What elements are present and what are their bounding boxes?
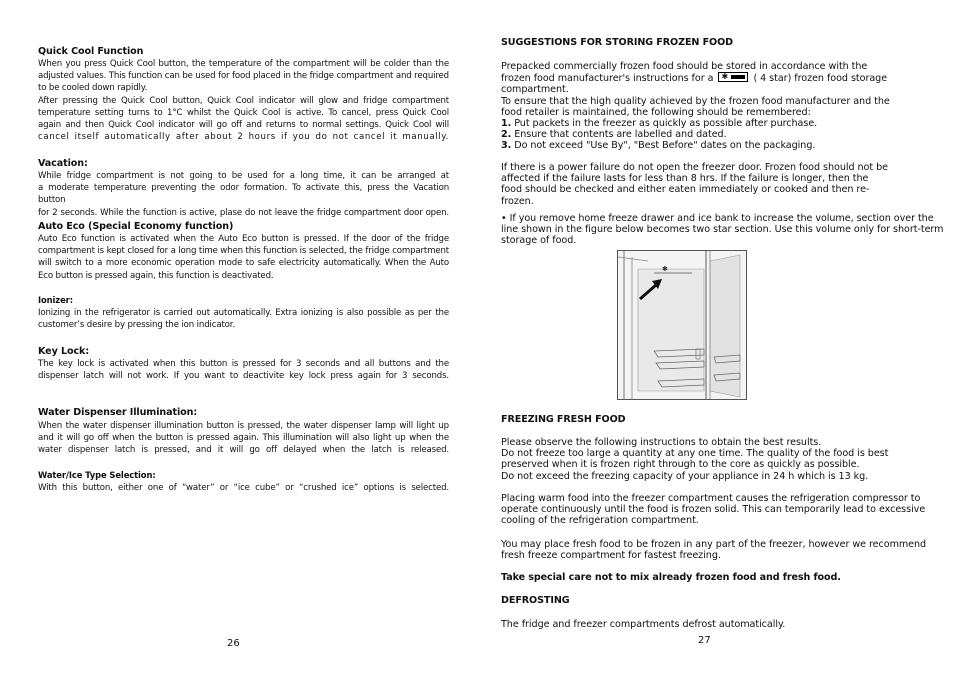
vacation-text: While fridge compartment is not going to be used for a long time, it can be arranged at a moderate temperature preventing the odor formation. To activate this, press the Vacation button for 2 seconds. While the function is active, plase do not leave the fridge compartment door open. [38,171,449,218]
prepacked-text: Prepacked commercially frozen food should be stored in accordance with the frozen food manufacturer's instructions for a ✱ ( 4 star) frozen food storage compartment. To ensure that the high quality achieved by the frozen food manufacturer and the food retailer is maintained, the following should be remembered: 1. Put packets in the freezer as quickly as possible after purchase. 2. Ensure that contents are labelled and dated. 3. Do not exceed "Use By", "Best Before" dates on the packaging. [501,61,931,152]
quick-cool-text: When you press Quick Cool button, the temperature of the compartment will be colder than the adjusted values. This function can be used for food placed in the fridge compartment and required to be cooled down rapidly. After pressing the Quick Cool button, Quick Cool indicator will glow and fridge compartment temperature setting turns to 1°C whilst the Quick Cool is active. To cancel, press Quick Cool again and then Quick Cool indicator will go off and returns to normal settings. Quick Cool will cancel itself automatically after about 2 hours if you do not cancel it manually. [38,59,449,143]
four-star-symbol-icon: ✱ [718,72,748,82]
ionizer-heading: Ionizer: [38,295,73,305]
water-dispenser-text: When the water dispenser illumination button is pressed, the water dispenser lamp will light up and it will go off when the button is pressed again. This illumination will also light up when the water dispenser latch is pressed, and it will go off delayed when the latch is released. [38,421,449,456]
water-ice-heading: Water/Ice Type Selection: [38,470,156,480]
freezing-heading: FREEZING FRESH FOOD [501,414,626,425]
quick-cool-heading: Quick Cool Function [38,46,144,57]
vacation-heading: Vacation: [38,158,88,169]
svg-text:✱: ✱ [662,265,668,273]
fridge-interior-figure [617,250,747,400]
key-lock-text: The key lock is activated when this button is pressed for 3 seconds and all buttons and the dispenser latch will not work. If you want to deactivite key lock press again for 3 seconds. [38,359,449,382]
care-text: Take special care not to mix already frozen food and fresh food. [501,572,841,583]
ionizer-text: Ionizing in the refrigerator is carried out automatically. Extra ionizing is also possible as per the customer’s desire by pressing the ion indicator. [38,308,449,331]
bullet-text: • If you remove home freeze drawer and ice bank to increase the volume, section over the line shown in the figure below becomes two star section. Use this volume only for short-term storage of food. [501,213,944,247]
defrost-text: The fridge and freezer compartments defrost automatically. [501,619,786,630]
observe-text: Please observe the following instructions to obtain the best results. Do not freeze too large a quantity at any one time. The quality of the food is best preserved when it is frozen right through to the core as quickly as possible. Do not exceed the freezing capacity of your appliance in 24 h which is 13 kg. [501,437,889,482]
suggestions-heading: SUGGESTIONS FOR STORING FROZEN FOOD [501,37,734,48]
list-item-1: 1. Put packets in the freezer as quickly as possible after purchase. [501,118,818,130]
water-dispenser-heading: Water Dispenser Illumination: [38,407,198,418]
list-item-3: 3. Do not exceed "Use By", "Best Before" dates on the packaging. [501,140,816,152]
auto-eco-heading: Auto Eco (Special Economy function) [38,221,234,232]
defrosting-heading: DEFROSTING [501,595,570,606]
warm-food-text: Placing warm food into the freezer compartment causes the refrigeration compressor to operate continuously until the food is frozen solid. This can temporarily lead to excessive cooling of the refrigeration compartment. [501,493,926,527]
page-number-right: 27 [698,635,711,646]
fridge-interior-illustration [618,251,746,399]
auto-eco-text: Auto Eco function is activated when the Auto Eco button is pressed. If the door of the fridge compartment is kept closed for a long time when this function is selected, the fridge compartment will switch to a more economic operation mode to safe electricity automatically. When the Auto Eco button is pressed again, this function is deactivated. [38,234,449,281]
page-number-left: 26 [227,638,240,649]
place-fresh-text: You may place fresh food to be frozen in any part of the freezer, however we recommend fresh freeze compartment for fastest freezing. [501,539,927,562]
list-item-2: 2. Ensure that contents are labelled and dated. [501,129,727,141]
key-lock-heading: Key Lock: [38,346,90,357]
water-ice-text: With this button, either one of “water” or “ice cube” or “crushed ice” options is selected. [38,483,449,493]
power-failure-text: If there is a power failure do not open the freezer door. Frozen food should not be affected if the failure lasts for less than 8 hrs. If the failure is longer, then the food should be checked and either eaten immediately or cooked and then re- frozen. [501,162,888,207]
